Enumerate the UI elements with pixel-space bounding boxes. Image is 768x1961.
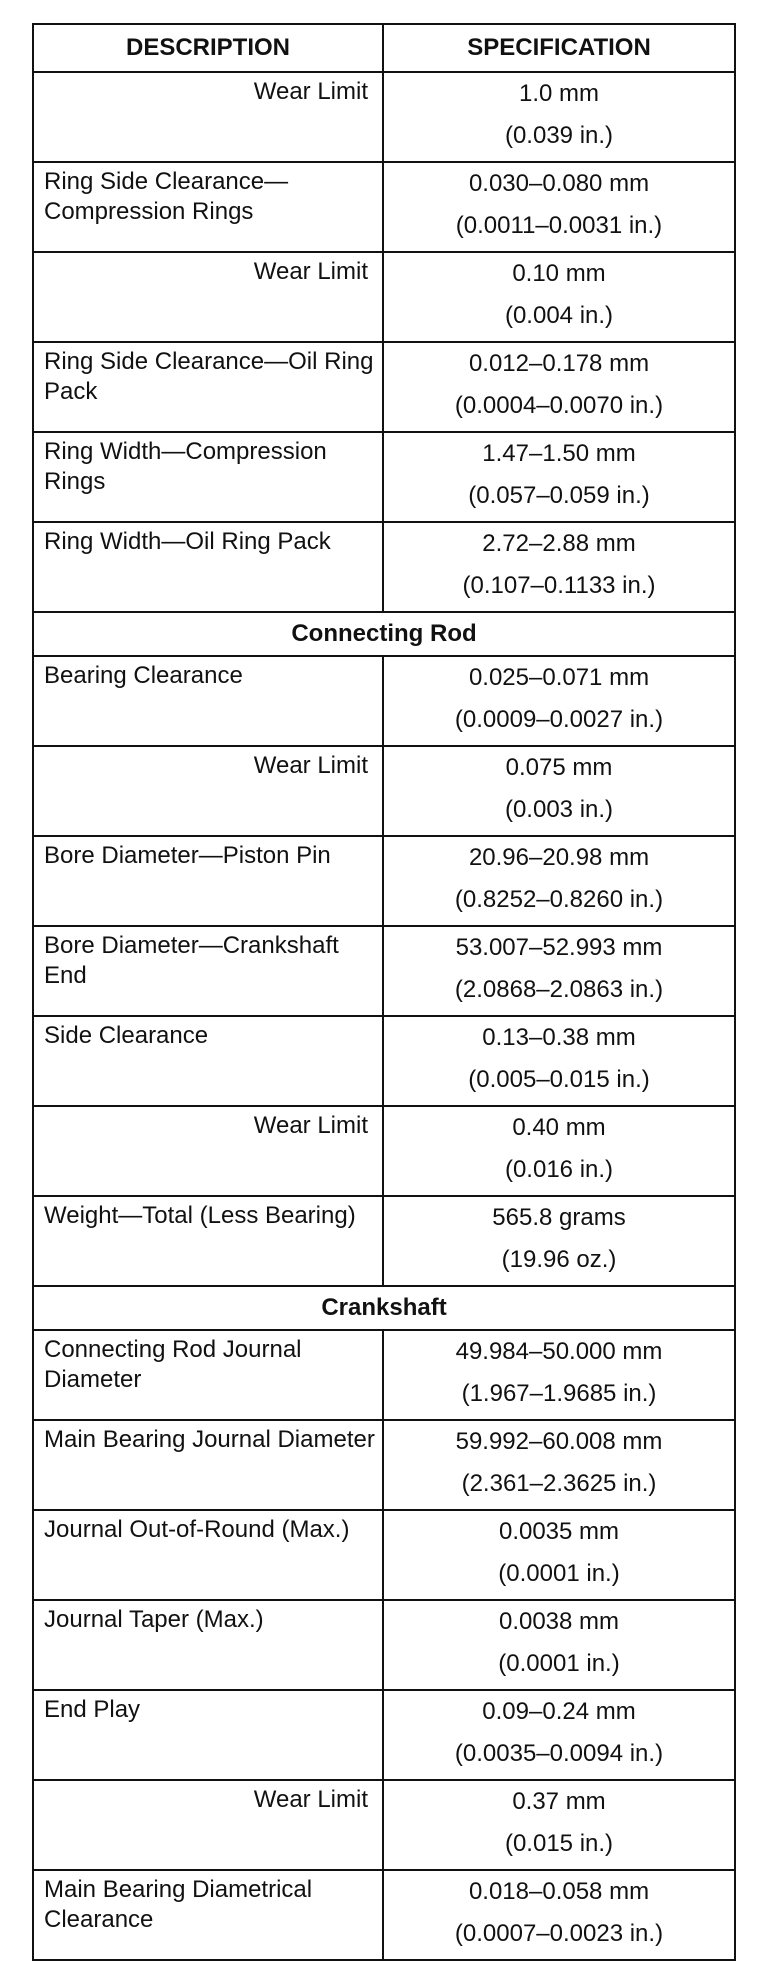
spec-metric: 20.96–20.98 mm (468, 844, 650, 871)
specification-cell (383, 162, 735, 252)
table-row (33, 522, 735, 612)
description-cell: Ring Width—Oil Ring Pack (33, 522, 383, 612)
description-cell: Ring Side Clearance—Oil Ring Pack (33, 342, 383, 432)
spec-metric: 0.0035 mm (498, 1518, 620, 1545)
description-cell: Wear Limit (33, 1780, 383, 1870)
table-row (33, 72, 735, 162)
spec-metric: 0.10 mm (512, 260, 606, 287)
table-row (33, 836, 735, 926)
description-cell: Journal Taper (Max.) (33, 1600, 383, 1690)
specification-cell (383, 1510, 735, 1600)
spec-metric: 53.007–52.993 mm (455, 934, 663, 961)
specification-cell (383, 522, 735, 612)
spec-metric: 49.984–50.000 mm (455, 1338, 663, 1365)
table-row (33, 1420, 735, 1510)
spec-imperial: (0.057–0.059 in.) (468, 482, 650, 509)
spec-metric: 2.72–2.88 mm (482, 530, 636, 557)
spec-metric: 0.09–0.24 mm (482, 1698, 636, 1725)
spec-metric: 565.8 grams (492, 1204, 626, 1231)
spec-imperial: (0.0001 in.) (498, 1560, 620, 1587)
specification-cell (383, 746, 735, 836)
description-cell: Weight—Total (Less Bearing) (33, 1196, 383, 1286)
description-cell: Wear Limit (33, 72, 383, 162)
spec-imperial: (0.003 in.) (504, 796, 614, 823)
spec-imperial: (0.0004–0.0070 in.) (454, 392, 664, 419)
specification-cell (383, 1196, 735, 1286)
spec-metric: 0.40 mm (512, 1114, 606, 1141)
description-cell: Connecting Rod Journal Diameter (33, 1330, 383, 1420)
specification-cell (383, 1780, 735, 1870)
description-cell: Wear Limit (33, 746, 383, 836)
table-row (33, 1690, 735, 1780)
spec-metric: 0.012–0.178 mm (468, 350, 650, 377)
spec-imperial: (1.967–1.9685 in.) (461, 1380, 657, 1407)
description-cell: Main Bearing Journal Diameter (33, 1420, 383, 1510)
spec-imperial: (0.0007–0.0023 in.) (454, 1920, 664, 1947)
table-body (33, 72, 735, 1960)
table-row (33, 1600, 735, 1690)
spec-metric: 59.992–60.008 mm (455, 1428, 663, 1455)
table-row (33, 1016, 735, 1106)
specification-cell (383, 1330, 735, 1420)
table-row (33, 252, 735, 342)
table-row (33, 1510, 735, 1600)
spec-metric: 1.47–1.50 mm (482, 440, 636, 467)
spec-imperial: (0.015 in.) (504, 1830, 614, 1857)
description-cell: End Play (33, 1690, 383, 1780)
spec-imperial: (0.0009–0.0027 in.) (454, 706, 664, 733)
spec-imperial: (0.107–0.1133 in.) (462, 572, 656, 599)
specification-cell (383, 1600, 735, 1690)
spec-metric: 0.0038 mm (498, 1608, 620, 1635)
table-row (33, 656, 735, 746)
spec-metric: 0.030–0.080 mm (468, 170, 650, 197)
table-row (33, 1330, 735, 1420)
specification-cell (383, 432, 735, 522)
spec-metric: 0.13–0.38 mm (482, 1024, 636, 1051)
specification-cell (383, 252, 735, 342)
spec-imperial: (0.0011–0.0031 in.) (455, 212, 663, 239)
specification-cell (383, 1690, 735, 1780)
spec-metric: 0.025–0.071 mm (468, 664, 650, 691)
section-row (33, 612, 735, 656)
specification-cell (383, 342, 735, 432)
table-row (33, 1870, 735, 1960)
description-cell: Ring Side Clearance—Compression Rings (33, 162, 383, 252)
specification-table (32, 23, 736, 1961)
header-row (33, 24, 735, 72)
spec-imperial: (0.0035–0.0094 in.) (454, 1740, 664, 1767)
description-cell: Bearing Clearance (33, 656, 383, 746)
description-cell: Journal Out-of-Round (Max.) (33, 1510, 383, 1600)
spec-metric: 0.37 mm (512, 1788, 606, 1815)
section-row (33, 1286, 735, 1330)
spec-metric: 0.018–0.058 mm (468, 1878, 650, 1905)
table-row (33, 162, 735, 252)
section-title: Connecting Rod (33, 612, 735, 656)
description-cell: Main Bearing Diametrical Clearance (33, 1870, 383, 1960)
specification-header: SPECIFICATION (383, 24, 735, 72)
table-row (33, 746, 735, 836)
description-cell: Wear Limit (33, 252, 383, 342)
spec-imperial: (0.039 in.) (504, 122, 614, 149)
specification-cell (383, 836, 735, 926)
spec-imperial: (0.004 in.) (504, 302, 614, 329)
description-cell: Bore Diameter—Piston Pin (33, 836, 383, 926)
description-cell: Wear Limit (33, 1106, 383, 1196)
specification-cell (383, 1016, 735, 1106)
table-row (33, 1106, 735, 1196)
specification-cell (383, 72, 735, 162)
table-row (33, 1780, 735, 1870)
spec-imperial: (19.96 oz.) (501, 1246, 617, 1273)
specification-cell (383, 1420, 735, 1510)
table-row (33, 926, 735, 1016)
spec-imperial: (0.0001 in.) (498, 1650, 620, 1677)
table-row (33, 342, 735, 432)
spec-imperial: (2.0868–2.0863 in.) (454, 976, 664, 1003)
spec-imperial: (0.005–0.015 in.) (468, 1066, 650, 1093)
description-cell: Ring Width—Compression Rings (33, 432, 383, 522)
description-cell: Bore Diameter—Crankshaft End (33, 926, 383, 1016)
spec-imperial: (0.8252–0.8260 in.) (454, 886, 664, 913)
specification-cell (383, 656, 735, 746)
description-header: DESCRIPTION (33, 24, 383, 72)
specification-cell (383, 1106, 735, 1196)
specification-cell (383, 926, 735, 1016)
spec-metric: 1.0 mm (518, 80, 599, 107)
spec-imperial: (0.016 in.) (504, 1156, 614, 1183)
specification-cell (383, 1870, 735, 1960)
description-cell: Side Clearance (33, 1016, 383, 1106)
table-row (33, 1196, 735, 1286)
section-title: Crankshaft (33, 1286, 735, 1330)
spec-metric: 0.075 mm (505, 754, 613, 781)
table-row (33, 432, 735, 522)
spec-imperial: (2.361–2.3625 in.) (461, 1470, 657, 1497)
